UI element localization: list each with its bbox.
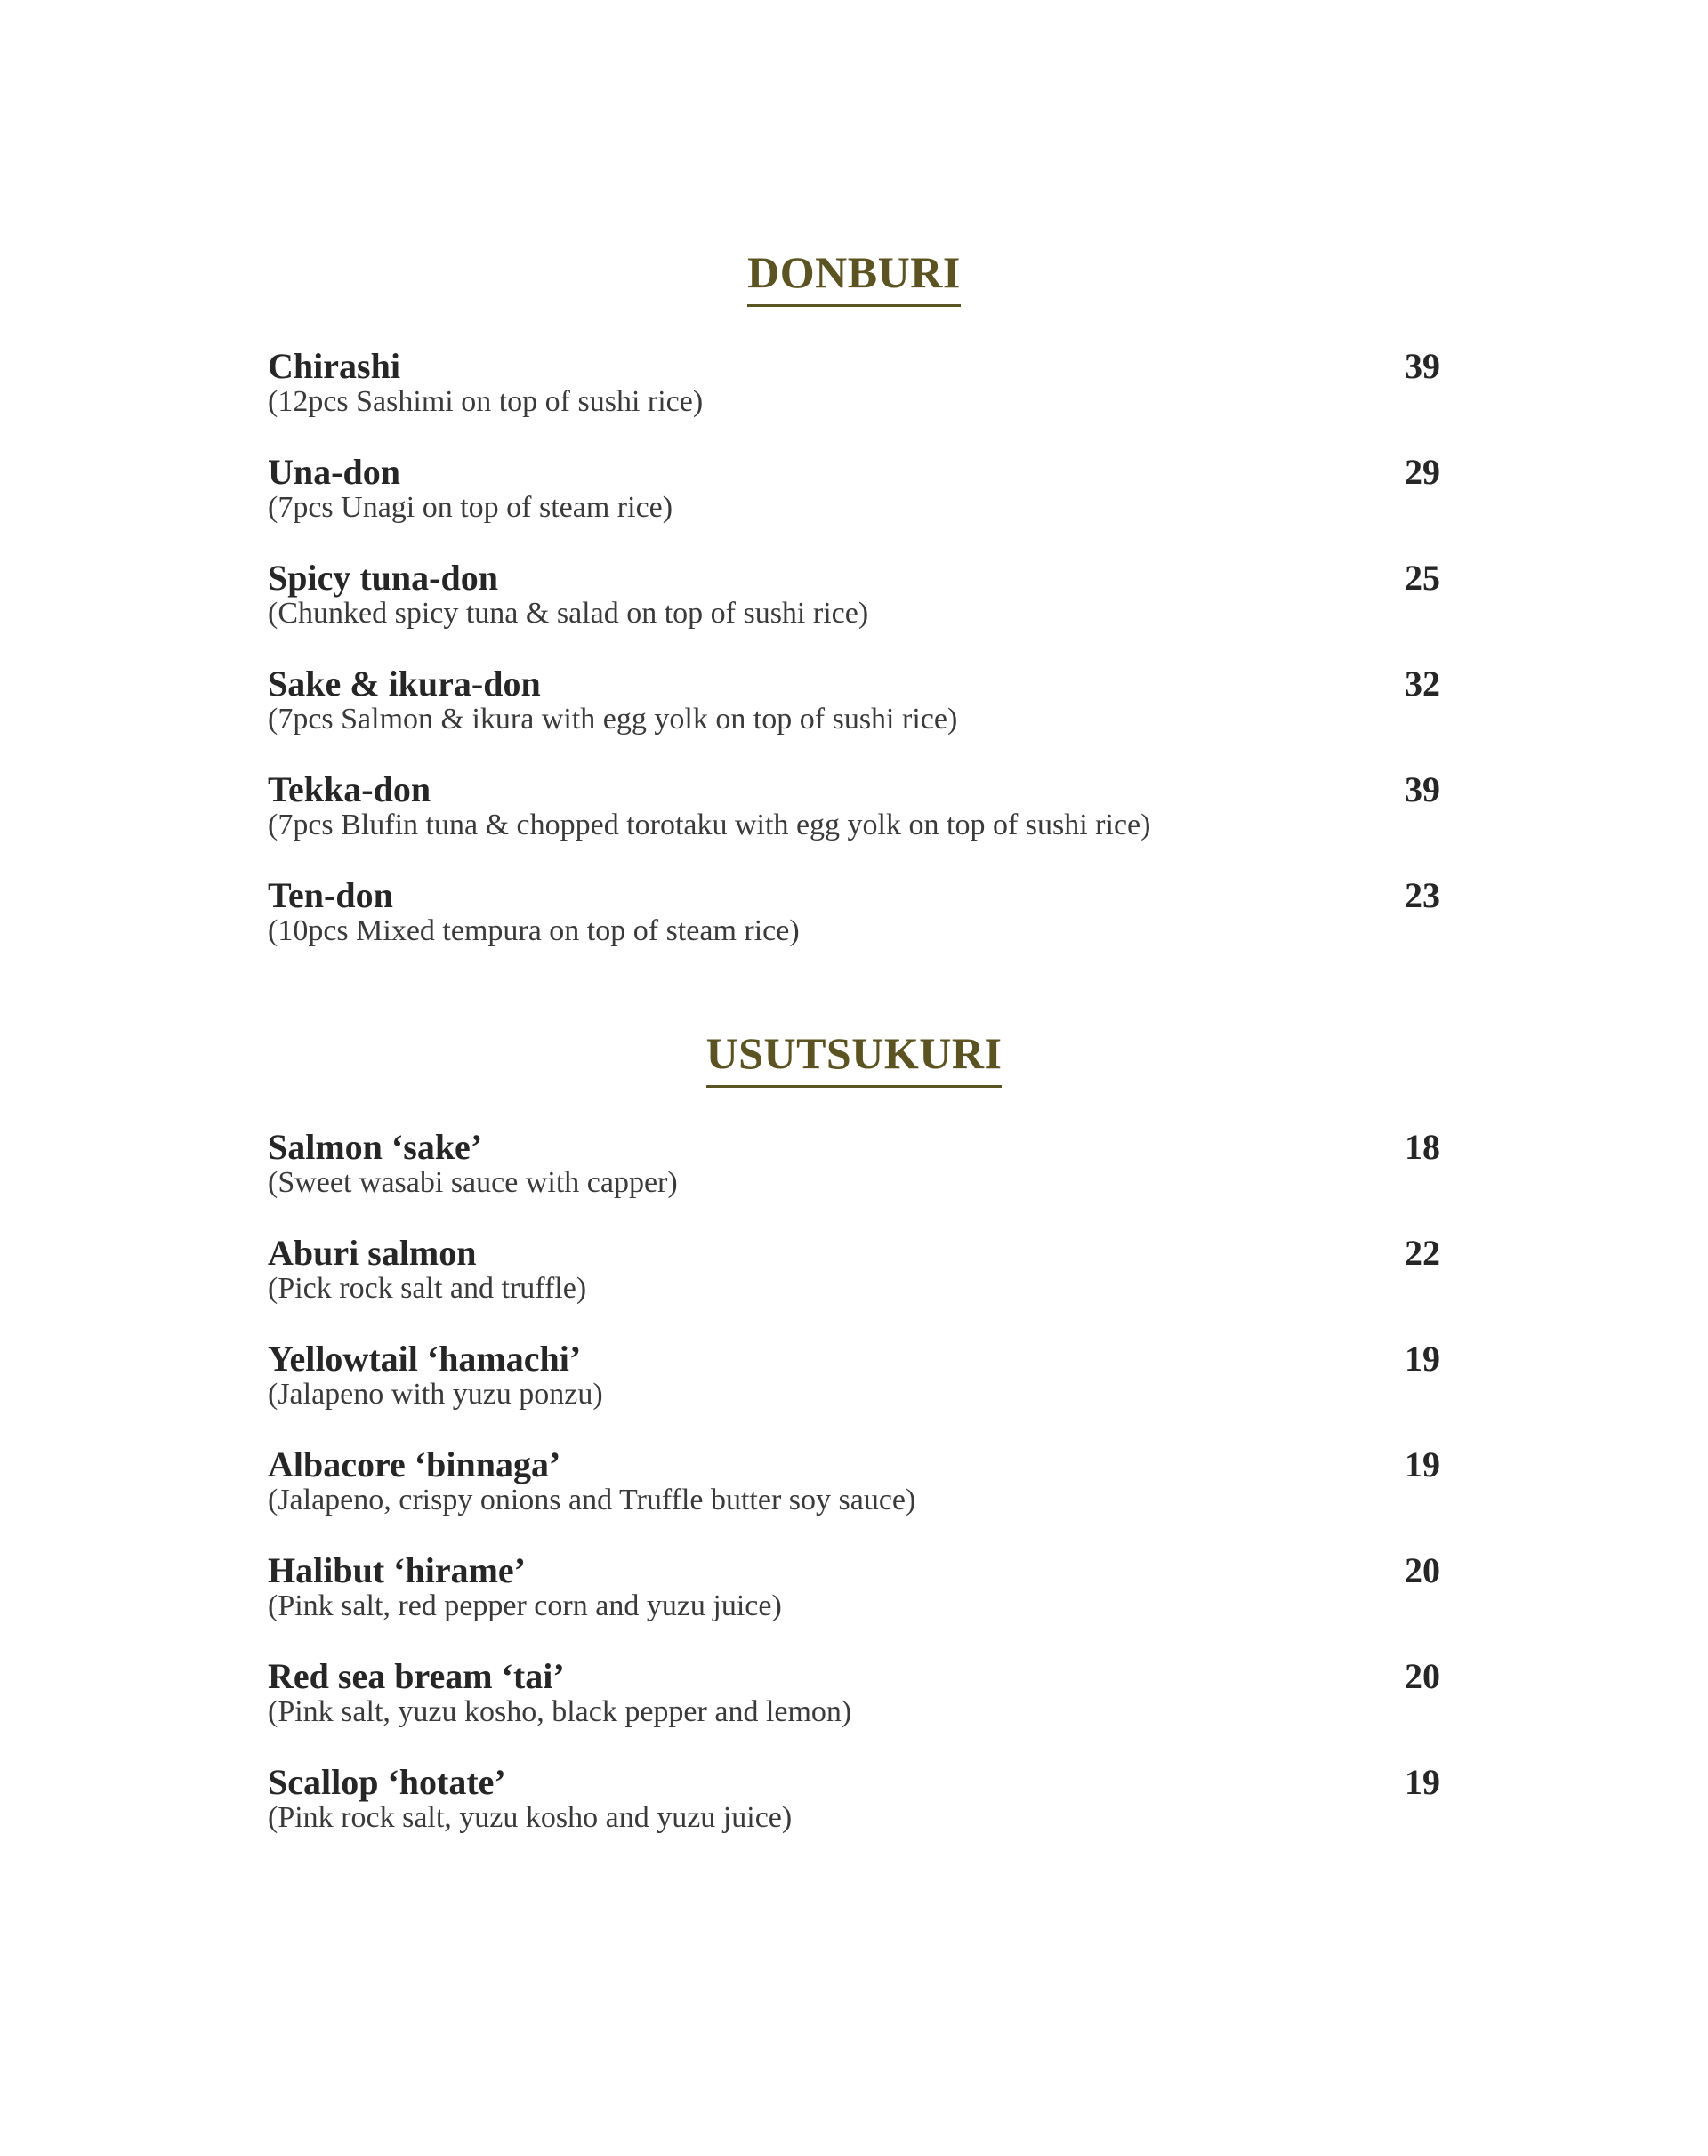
item-description: (Chunked spicy tuna & salad on top of sushi rice)	[268, 597, 869, 630]
item-description: (7pcs Blufin tuna & chopped torotaku with egg yolk on top of sushi rice)	[268, 808, 1151, 841]
item-price: 23	[1405, 875, 1440, 915]
item-description: (Pink salt, yuzu kosho, black pepper and lemon)	[268, 1695, 852, 1728]
menu-item	[268, 1126, 1440, 1232]
item-name: Una-don	[268, 452, 400, 492]
item-price: 32	[1405, 664, 1440, 704]
item-description: (12pcs Sashimi on top of sushi rice)	[268, 385, 704, 418]
item-name: Aburi salmon	[268, 1233, 477, 1273]
menu-item	[268, 1549, 1440, 1655]
menu-item	[268, 1761, 1440, 1867]
item-description: (10pcs Mixed tempura on top of steam rice)	[268, 914, 800, 947]
section-title: DONBURI	[747, 245, 961, 307]
item-description: (Pink salt, red pepper corn and yuzu juice)	[268, 1589, 782, 1622]
item-name: Sake & ikura-don	[268, 664, 541, 704]
item-description: (Jalapeno with yuzu ponzu)	[268, 1378, 603, 1411]
menu-item	[268, 345, 1440, 451]
item-description: (7pcs Salmon & ikura with egg yolk on top of sushi rice)	[268, 703, 958, 736]
item-name: Spicy tuna-don	[268, 558, 498, 598]
section-usutsukuri	[268, 1026, 1440, 1867]
item-name: Halibut ‘hirame’	[268, 1550, 526, 1590]
menu-item	[268, 663, 1440, 768]
menu-item	[268, 557, 1440, 663]
item-name: Salmon ‘sake’	[268, 1127, 483, 1167]
section-heading	[268, 245, 1440, 331]
item-price: 29	[1405, 452, 1440, 492]
item-description: (Pink rock salt, yuzu kosho and yuzu juice)	[268, 1801, 793, 1834]
item-price: 19	[1405, 1762, 1440, 1802]
item-name: Red sea bream ‘tai’	[268, 1656, 565, 1696]
item-name: Tekka-don	[268, 769, 431, 809]
item-price: 19	[1405, 1339, 1440, 1379]
item-description: (Jalapeno, crispy onions and Truffle butter soy sauce)	[268, 1484, 916, 1516]
item-description: (7pcs Unagi on top of steam rice)	[268, 491, 673, 524]
section-donburi	[268, 245, 1440, 980]
menu-item	[268, 1655, 1440, 1761]
section-heading	[268, 1026, 1440, 1112]
item-price: 39	[1405, 346, 1440, 386]
item-name: Chirashi	[268, 346, 400, 386]
menu-item	[268, 1444, 1440, 1549]
menu-item	[268, 768, 1440, 874]
menu-item	[268, 1232, 1440, 1338]
item-name: Scallop ‘hotate’	[268, 1762, 506, 1802]
item-price: 39	[1405, 769, 1440, 809]
menu-list	[268, 345, 1440, 980]
item-price: 19	[1405, 1444, 1440, 1484]
item-price: 20	[1405, 1550, 1440, 1590]
item-price: 22	[1405, 1233, 1440, 1273]
menu-list	[268, 1126, 1440, 1867]
menu-item	[268, 1338, 1440, 1444]
menu-item	[268, 874, 1440, 980]
item-name: Yellowtail ‘hamachi’	[268, 1339, 582, 1379]
item-name: Albacore ‘binnaga’	[268, 1444, 561, 1484]
item-price: 25	[1405, 558, 1440, 598]
item-description: (Sweet wasabi sauce with capper)	[268, 1166, 678, 1199]
item-description: (Pick rock salt and truffle)	[268, 1272, 587, 1305]
item-price: 20	[1405, 1656, 1440, 1696]
menu-item	[268, 451, 1440, 557]
section-title: USUTSUKURI	[706, 1026, 1003, 1088]
item-name: Ten-don	[268, 875, 393, 915]
item-price: 18	[1405, 1127, 1440, 1167]
